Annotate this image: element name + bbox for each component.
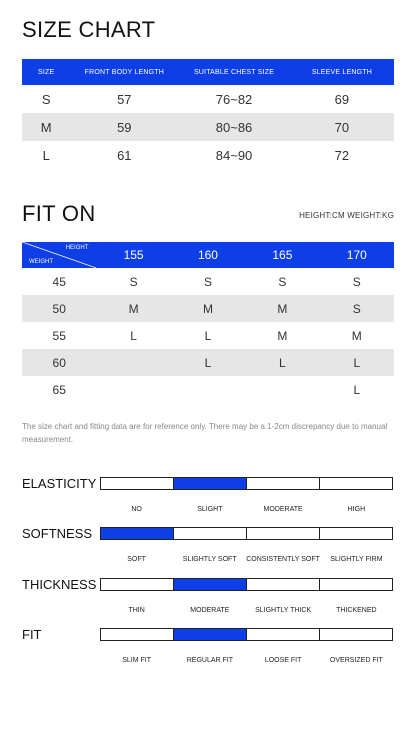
scale-option-label: SLIGHTLY SOFT [182, 556, 237, 563]
size-chart-table [22, 59, 394, 169]
table-cell: S [129, 274, 138, 289]
softness-options [100, 556, 393, 563]
table-cell: 80~86 [178, 113, 290, 141]
scale-option-label: NO [131, 506, 142, 513]
scale-segment [174, 528, 247, 539]
table-cell: 72 [334, 147, 350, 163]
weight-cell: 60 [22, 349, 96, 376]
fit-on-table [22, 242, 394, 403]
table-cell [96, 376, 170, 403]
fit-options [100, 657, 393, 664]
table-row [22, 85, 394, 113]
fit-header-corner [22, 242, 96, 268]
scale-segment [320, 528, 392, 539]
size-header-size: SIZE [22, 59, 70, 85]
table-cell: 76~82 [215, 91, 253, 107]
elasticity-options [100, 506, 393, 513]
fit-label: FIT [22, 627, 42, 642]
fit-header-row [22, 242, 394, 268]
table-cell: L [320, 349, 394, 376]
table-cell: L [204, 328, 212, 343]
table-row [22, 349, 394, 376]
scale-segment [247, 579, 320, 590]
table-row [22, 295, 394, 322]
weight-cell: 50 [22, 295, 96, 322]
table-cell: 57 [117, 91, 132, 107]
scale-option-label: SLIGHTLY FIRM [330, 556, 383, 563]
table-row [22, 141, 394, 169]
scale-option-label: SLIGHTLY THICK [255, 607, 312, 614]
scale-option-label: SLIGHT [197, 506, 223, 513]
size-chart-header-row [22, 59, 394, 85]
table-cell: M [245, 295, 319, 322]
table-cell: 61 [117, 147, 132, 163]
scale-option-label: THICKENED [336, 607, 377, 614]
height-header: 170 [320, 242, 394, 268]
table-cell: M [96, 295, 170, 322]
scale-segment [247, 528, 320, 539]
size-header-chest-size: SUITABLE CHEST SIZE [178, 59, 290, 85]
scale-segment-selected [174, 629, 247, 640]
table-cell: M [351, 328, 362, 343]
scale-segment [101, 579, 174, 590]
table-cell: S [41, 91, 51, 107]
table-cell: M [171, 295, 245, 322]
scale-option-label: SLIM FIT [122, 657, 152, 664]
table-cell: M [22, 113, 70, 141]
table-row [22, 268, 394, 295]
scale-segment-selected [101, 528, 174, 539]
scale-segment [247, 478, 320, 489]
height-header: 165 [245, 242, 319, 268]
scale-option-label: LOOSE FIT [264, 657, 302, 664]
scale-segment [247, 629, 320, 640]
scale-option-label: MODERATE [190, 607, 230, 614]
table-cell: 70 [290, 113, 394, 141]
scale-segment [101, 478, 174, 489]
elasticity-label: ELASTICITY [22, 476, 97, 491]
scale-option-label: SOFT [127, 556, 146, 563]
table-row [22, 113, 394, 141]
table-cell: L [245, 349, 319, 376]
height-header: 160 [171, 242, 245, 268]
elasticity-scale-bar [100, 477, 393, 490]
table-cell: 59 [70, 113, 178, 141]
thickness-scale-bar [100, 578, 393, 591]
scale-option-label: REGULAR FIT [186, 657, 234, 664]
size-header-front-body-length: FRONT BODY LENGTH [70, 59, 178, 85]
scale-option-label: THIN [128, 607, 145, 614]
table-cell: 69 [334, 91, 350, 107]
reference-note: The size chart and fitting data are for reference only. There may be a 1-2cm discrepancy due to manual measurement. [22, 422, 388, 444]
fit-on-title: FIT ON [22, 201, 96, 226]
table-row [22, 322, 394, 349]
table-cell [96, 349, 170, 376]
scale-option-label: CONSISTENTLY SOFT [246, 556, 320, 563]
scale-option-label: MODERATE [263, 506, 303, 513]
thickness-options [100, 607, 393, 614]
scale-segment [320, 478, 392, 489]
table-cell: S [352, 274, 361, 289]
table-cell: L [130, 328, 137, 343]
softness-label: SOFTNESS [22, 526, 93, 541]
table-cell: M [277, 328, 288, 343]
corner-weight-label: WEIGHT [29, 259, 53, 265]
units-label: HEIGHT:CM WEIGHT:KG [299, 211, 394, 220]
table-cell: S [203, 274, 212, 289]
scale-segment [320, 579, 392, 590]
scale-option-label: OVERSIZED FIT [329, 657, 383, 664]
table-cell [171, 376, 245, 403]
table-cell: L [42, 147, 50, 163]
table-cell: S [278, 274, 287, 289]
table-cell: 84~90 [215, 147, 253, 163]
table-cell [245, 376, 319, 403]
scale-segment [101, 629, 174, 640]
height-header: 155 [96, 242, 170, 268]
scale-option-label: HIGH [347, 506, 366, 513]
size-chart-title: SIZE CHART [22, 17, 156, 42]
scale-segment-selected [174, 579, 247, 590]
size-header-sleeve-length: SLEEVE LENGTH [290, 59, 394, 85]
table-row [22, 376, 394, 403]
softness-scale-bar [100, 527, 393, 540]
table-cell: S [320, 295, 394, 322]
fit-scale-bar [100, 628, 393, 641]
weight-cell: 55 [52, 328, 66, 343]
weight-cell: 65 [52, 382, 66, 397]
thickness-label: THICKNESS [22, 577, 97, 592]
scale-segment [320, 629, 392, 640]
corner-height-label: HEIGHT [65, 245, 89, 251]
table-cell: L [353, 382, 361, 397]
weight-cell: 45 [52, 274, 66, 289]
scale-segment-selected [174, 478, 247, 489]
table-cell: L [171, 349, 245, 376]
